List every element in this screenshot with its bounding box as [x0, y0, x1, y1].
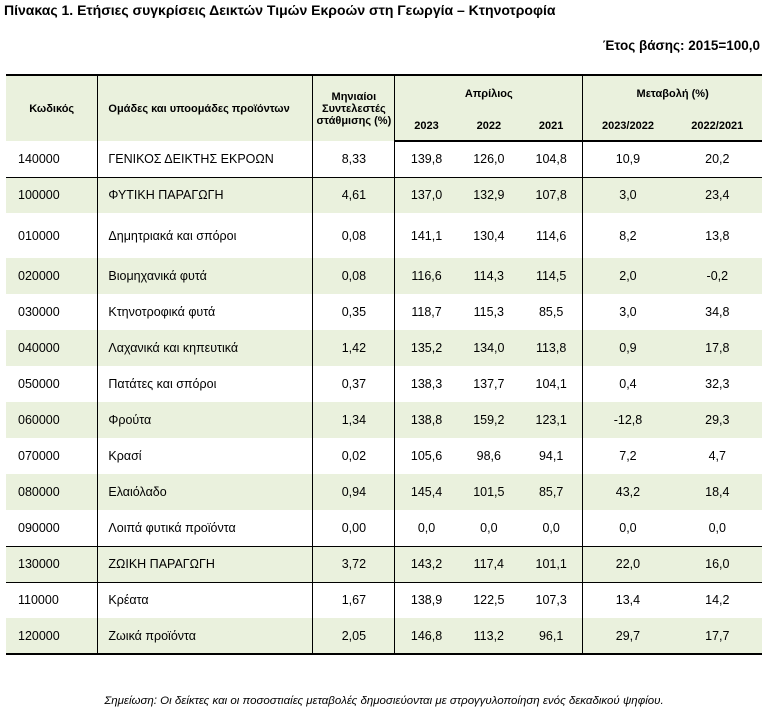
row-april-2021: 107,8 — [520, 177, 583, 213]
table-row — [6, 402, 762, 438]
row-code: 010000 — [18, 228, 60, 243]
row-change-2022-2021: 34,8 — [705, 305, 730, 319]
row-april-2023: 141,1 — [395, 213, 458, 258]
row-weight: 0,00 — [313, 510, 395, 546]
row-april-2023: 139,8 — [395, 141, 458, 177]
row-name: Κρέατα — [98, 582, 313, 618]
row-change-2023-2022: -12,8 — [583, 402, 673, 438]
row-weight: 8,33 — [313, 141, 395, 177]
row-change-2022-2021: 29,3 — [673, 402, 762, 438]
row-name: Κρασί — [98, 438, 313, 474]
row-april-2021: 114,5 — [520, 258, 583, 294]
row-weight: 4,61 — [313, 177, 395, 213]
price-index-table — [6, 74, 762, 655]
row-april-2022: 115,3 — [473, 305, 505, 319]
row-weight: 2,05 — [313, 618, 395, 654]
table-row — [6, 510, 762, 546]
header-change-2023-2022: 2023/2022 — [583, 112, 673, 141]
table-title: Πίνακας 1. Ετήσιες συγκρίσεις Δεικτών Τιμών Εκροών στη Γεωργία – Κτηνοτροφία — [4, 2, 556, 18]
row-april-2023: 116,6 — [395, 258, 458, 294]
row-change-2023-2022: 0,4 — [583, 366, 673, 402]
row-april-2022: 0,0 — [480, 520, 498, 535]
table-row — [6, 618, 762, 654]
row-code: 040000 — [6, 330, 98, 366]
row-change-2022-2021: 20,2 — [705, 152, 730, 167]
row-april-2023: 0,0 — [395, 510, 458, 546]
row-change-2023-2022: 8,2 — [583, 213, 673, 258]
header-group: Ομάδες και υποομάδες προϊόντων — [98, 75, 313, 141]
row-april-2022: 134,0 — [458, 330, 520, 366]
row-april-2021: 101,1 — [520, 546, 583, 582]
table-row — [6, 141, 762, 177]
row-change-2022-2021: -0,2 — [673, 258, 762, 294]
row-code: 100000 — [6, 177, 98, 213]
row-april-2021: 0,0 — [542, 520, 560, 535]
row-change-2023-2022: 7,2 — [583, 438, 673, 474]
row-name: Ζωικά προϊόντα — [98, 618, 313, 654]
table-row — [6, 330, 762, 366]
row-code: 050000 — [18, 377, 60, 391]
row-change-2022-2021: 0,0 — [708, 520, 726, 535]
row-code: 090000 — [18, 520, 60, 535]
row-weight: 0,08 — [313, 258, 395, 294]
row-name: ΖΩΙΚΗ ΠΑΡΑΓΩΓΗ — [98, 546, 313, 582]
row-april-2022: 101,5 — [458, 474, 520, 510]
row-april-2022: 137,7 — [473, 377, 505, 391]
row-change-2022-2021: 17,8 — [673, 330, 762, 366]
row-april-2021: 96,1 — [520, 618, 583, 654]
row-april-2023: 145,4 — [395, 474, 458, 510]
table-row — [6, 474, 762, 510]
row-name: Φρούτα — [98, 402, 313, 438]
row-change-2022-2021: 18,4 — [673, 474, 762, 510]
row-change-2022-2021: 4,7 — [708, 449, 726, 463]
row-april-2021: 104,1 — [535, 377, 567, 391]
row-code: 070000 — [18, 449, 60, 463]
table-row — [6, 294, 762, 330]
row-change-2023-2022: 29,7 — [583, 618, 673, 654]
table-row — [6, 546, 762, 582]
row-april-2023: 138,9 — [395, 582, 458, 618]
row-code: 120000 — [6, 618, 98, 654]
row-change-2022-2021: 23,4 — [673, 177, 762, 213]
row-change-2022-2021: 32,3 — [705, 377, 730, 391]
header-code: Κωδικός — [6, 75, 98, 141]
row-april-2021: 107,3 — [520, 582, 583, 618]
row-april-2023: 135,2 — [395, 330, 458, 366]
row-weight: 0,94 — [313, 474, 395, 510]
row-change-2022-2021: 13,8 — [705, 228, 730, 243]
header-change: Μεταβολή (%) — [583, 75, 762, 112]
row-april-2023: 138,8 — [395, 402, 458, 438]
row-code: 140000 — [18, 151, 60, 166]
row-change-2022-2021: 17,7 — [673, 618, 762, 654]
row-change-2022-2021: 16,0 — [673, 546, 762, 582]
row-april-2021: 104,8 — [535, 152, 567, 167]
base-year: Έτος βάσης: 2015=100,0 — [602, 38, 760, 53]
table-row — [6, 258, 762, 294]
row-april-2022: 113,2 — [458, 618, 520, 654]
row-april-2022: 126,0 — [473, 152, 505, 167]
table-row — [6, 582, 762, 618]
row-name: Πατάτες και σπόροι — [98, 366, 313, 402]
row-april-2021: 94,1 — [538, 449, 564, 463]
row-april-2022: 114,3 — [458, 258, 520, 294]
row-april-2021: 85,5 — [538, 305, 564, 319]
row-april-2023: 143,2 — [395, 546, 458, 582]
row-change-2023-2022: 0,9 — [583, 330, 673, 366]
row-code: 060000 — [6, 402, 98, 438]
row-change-2022-2021: 14,2 — [673, 582, 762, 618]
row-name: Λοιπά φυτικά προϊόντα — [98, 510, 313, 546]
row-april-2021: 85,7 — [520, 474, 583, 510]
row-change-2023-2022: 3,0 — [583, 177, 673, 213]
row-april-2023: 146,8 — [395, 618, 458, 654]
header-2021: 2021 — [520, 112, 583, 141]
row-weight: 0,37 — [313, 366, 395, 402]
row-weight: 0,02 — [313, 438, 395, 474]
row-code: 130000 — [6, 546, 98, 582]
header-april: Απρίλιος — [395, 75, 583, 112]
row-name: ΓΕΝΙΚΟΣ ΔΕΙΚΤΗΣ ΕΚΡΟΩΝ — [98, 141, 313, 177]
row-change-2023-2022: 22,0 — [583, 546, 673, 582]
row-change-2023-2022: 13,4 — [583, 582, 673, 618]
header-2023: 2023 — [395, 112, 458, 141]
row-change-2023-2022: 2,0 — [583, 258, 673, 294]
row-name: Βιομηχανικά φυτά — [98, 258, 313, 294]
table-row — [6, 438, 762, 474]
row-change-2023-2022: 43,2 — [583, 474, 673, 510]
header-weights: Μηνιαίοι Συντελεστές στάθμισης (%) — [313, 75, 395, 141]
row-weight: 3,72 — [313, 546, 395, 582]
row-april-2022: 159,2 — [458, 402, 520, 438]
row-weight: 1,67 — [313, 582, 395, 618]
row-weight: 1,42 — [313, 330, 395, 366]
row-april-2021: 113,8 — [520, 330, 583, 366]
row-april-2022: 132,9 — [458, 177, 520, 213]
row-weight: 0,35 — [313, 294, 395, 330]
row-name: ΦΥΤΙΚΗ ΠΑΡΑΓΩΓΗ — [98, 177, 313, 213]
row-code: 020000 — [6, 258, 98, 294]
table-row — [6, 177, 762, 213]
row-april-2021: 123,1 — [520, 402, 583, 438]
row-code: 030000 — [18, 305, 60, 319]
row-april-2022: 122,5 — [458, 582, 520, 618]
row-change-2023-2022: 10,9 — [583, 141, 673, 177]
row-april-2022: 98,6 — [476, 449, 501, 463]
header-2022: 2022 — [458, 112, 520, 141]
row-name: Λαχανικά και κηπευτικά — [98, 330, 313, 366]
row-april-2022: 117,4 — [458, 546, 520, 582]
row-code: 080000 — [6, 474, 98, 510]
row-april-2023: 138,3 — [395, 366, 458, 402]
table-row — [6, 366, 762, 402]
row-april-2021: 114,6 — [535, 228, 567, 243]
row-weight: 0,08 — [313, 213, 395, 258]
row-change-2023-2022: 0,0 — [583, 510, 673, 546]
row-weight: 1,34 — [313, 402, 395, 438]
row-april-2023: 105,6 — [395, 438, 458, 474]
row-april-2023: 137,0 — [395, 177, 458, 213]
table-row — [6, 213, 762, 258]
footnote: Σημείωση: Οι δείκτες και οι ποσοστιαίες μεταβολές δημοσιεύονται με στρογγυλοποίηση ενός δεκαδικού ψηφίου. — [104, 695, 664, 707]
header-change-2022-2021: 2022/2021 — [673, 112, 762, 141]
row-code: 110000 — [6, 582, 98, 618]
row-april-2022: 130,4 — [473, 228, 505, 243]
row-name: Δημητριακά και σπόροι — [98, 213, 313, 258]
row-april-2023: 118,7 — [395, 294, 458, 330]
row-name: Ελαιόλαδο — [98, 474, 313, 510]
row-change-2023-2022: 3,0 — [583, 294, 673, 330]
row-name: Κτηνοτροφικά φυτά — [98, 294, 313, 330]
